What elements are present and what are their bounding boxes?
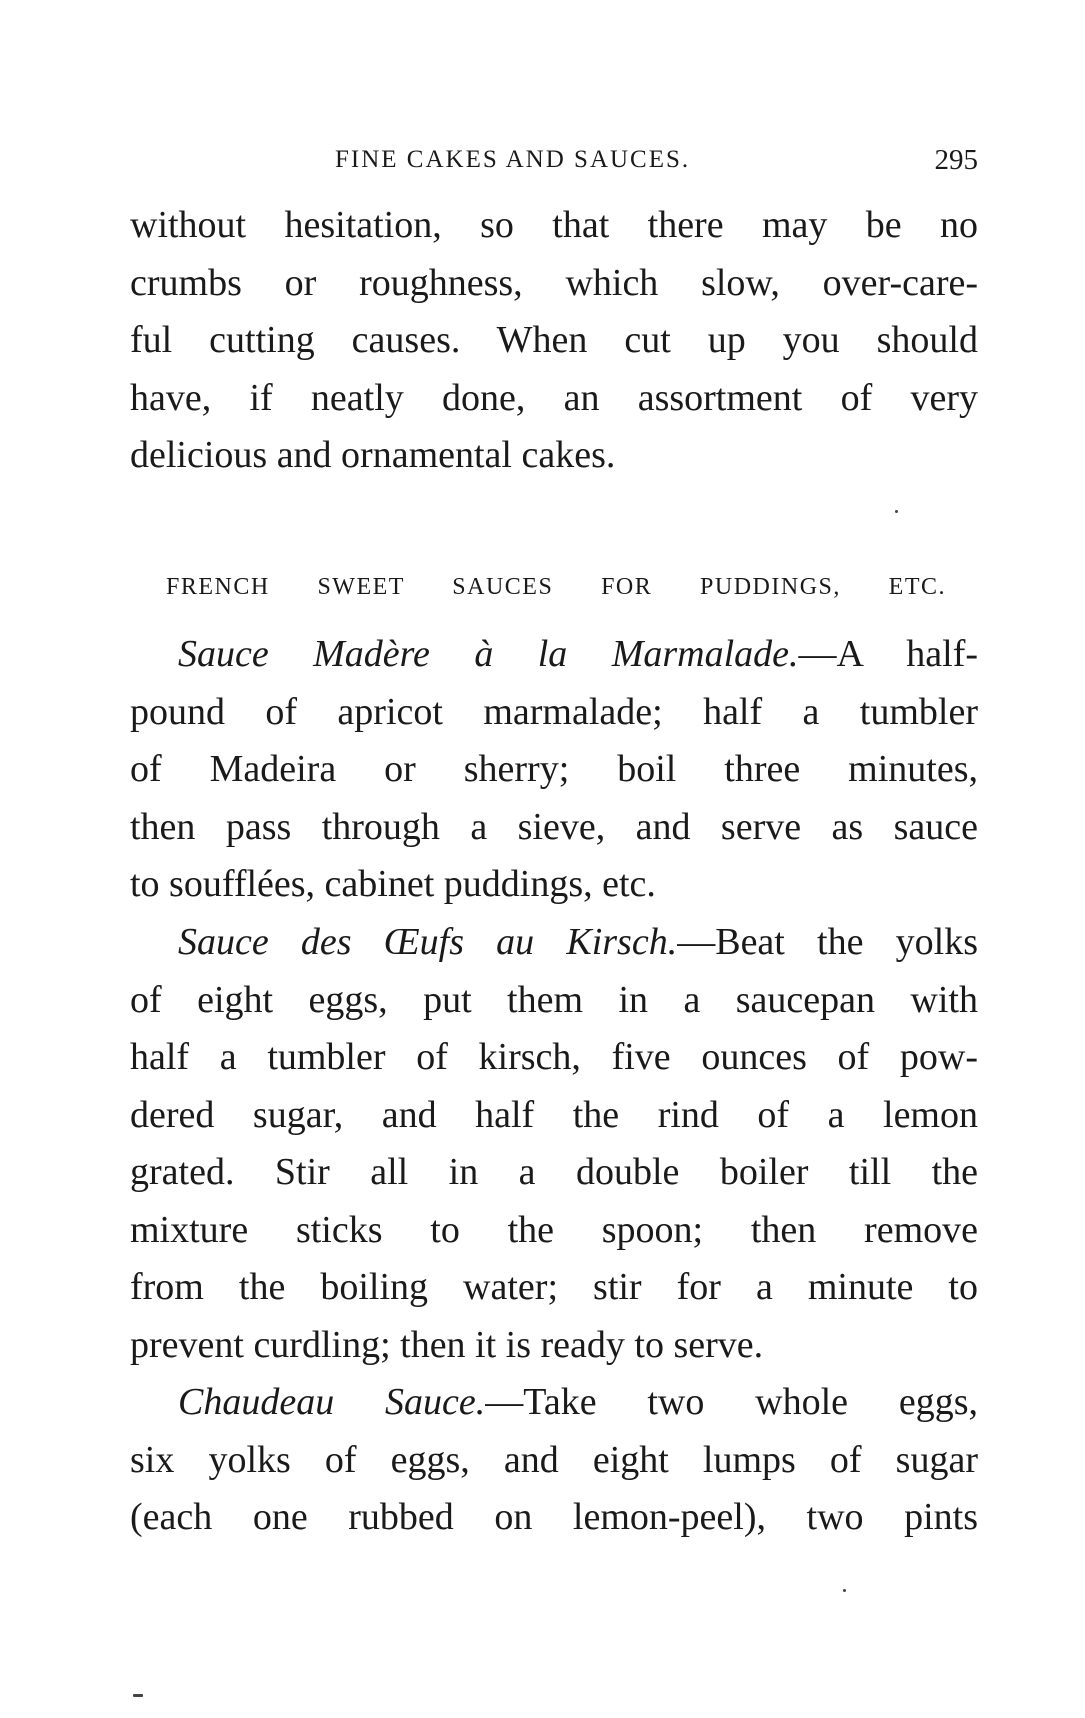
recipe-first-line [130, 626, 978, 684]
scan-speck [843, 1589, 846, 1592]
text-line: ful cutting causes. When cut up you should [130, 319, 978, 361]
text-line: (each one rubbed on lemon-peel), two pints [130, 1496, 978, 1538]
text-line: dered sugar, and half the rind of a lemon [130, 1093, 978, 1136]
text-line: six yolks of eggs, and eight lumps of sugar [130, 1438, 978, 1481]
recipe-title: Sauce Madère à la Marmalade. [178, 633, 799, 675]
recipe-chaudeau-sauce [130, 1374, 978, 1547]
paragraph-continuation [130, 197, 978, 485]
recipe-sauce-des-oeufs [130, 914, 978, 1374]
recipe-first-line-text: —Beat the yolks [677, 921, 979, 963]
text-line: have, if neatly done, an assortment of very [130, 376, 978, 419]
text-line: prevent curdling; then it is ready to serve. [130, 1323, 764, 1366]
recipe-sauce-madere [130, 626, 978, 914]
recipe-title: Sauce des Œufs au Kirsch. [178, 921, 678, 963]
scan-speck [133, 1694, 143, 1697]
running-title: FINE CAKES AND SAUCES. [335, 146, 691, 173]
text-line: grated. Stir all in a double boiler till the [130, 1151, 978, 1193]
text-line: pound of apricot marmalade; half a tumbler [130, 690, 978, 733]
text-line: without hesitation, so that there may be no [130, 204, 978, 246]
recipe-first-line-text: —A half- [798, 633, 979, 675]
text-line: mixture sticks to the spoon; then remove [130, 1208, 978, 1251]
text-line: to soufflées, cabinet puddings, etc. [130, 863, 656, 905]
page-number: 295 [934, 144, 978, 176]
text-line: delicious and ornamental cakes. [130, 434, 616, 476]
section-heading: FRENCH SWEET SAUCES FOR PUDDINGS, ETC. [166, 574, 946, 600]
recipe-title: Chaudeau Sauce. [178, 1381, 486, 1423]
text-line: of eight eggs, put them in a saucepan with [130, 978, 978, 1021]
text-line: half a tumbler of kirsch, five ounces of pow- [130, 1036, 978, 1078]
text-line: of Madeira or sherry; boil three minutes, [130, 748, 978, 790]
text-line: then pass through a sieve, and serve as sauce [130, 805, 978, 848]
recipe-first-line-text: —Take two whole eggs, [485, 1381, 979, 1423]
recipe-first-line [130, 1374, 978, 1432]
running-head [130, 146, 978, 186]
text-line: from the boiling water; stir for a minute to [130, 1266, 978, 1308]
recipe-first-line [130, 914, 978, 972]
text-line: crumbs or roughness, which slow, over-care- [130, 261, 978, 304]
scan-speck [895, 510, 898, 513]
